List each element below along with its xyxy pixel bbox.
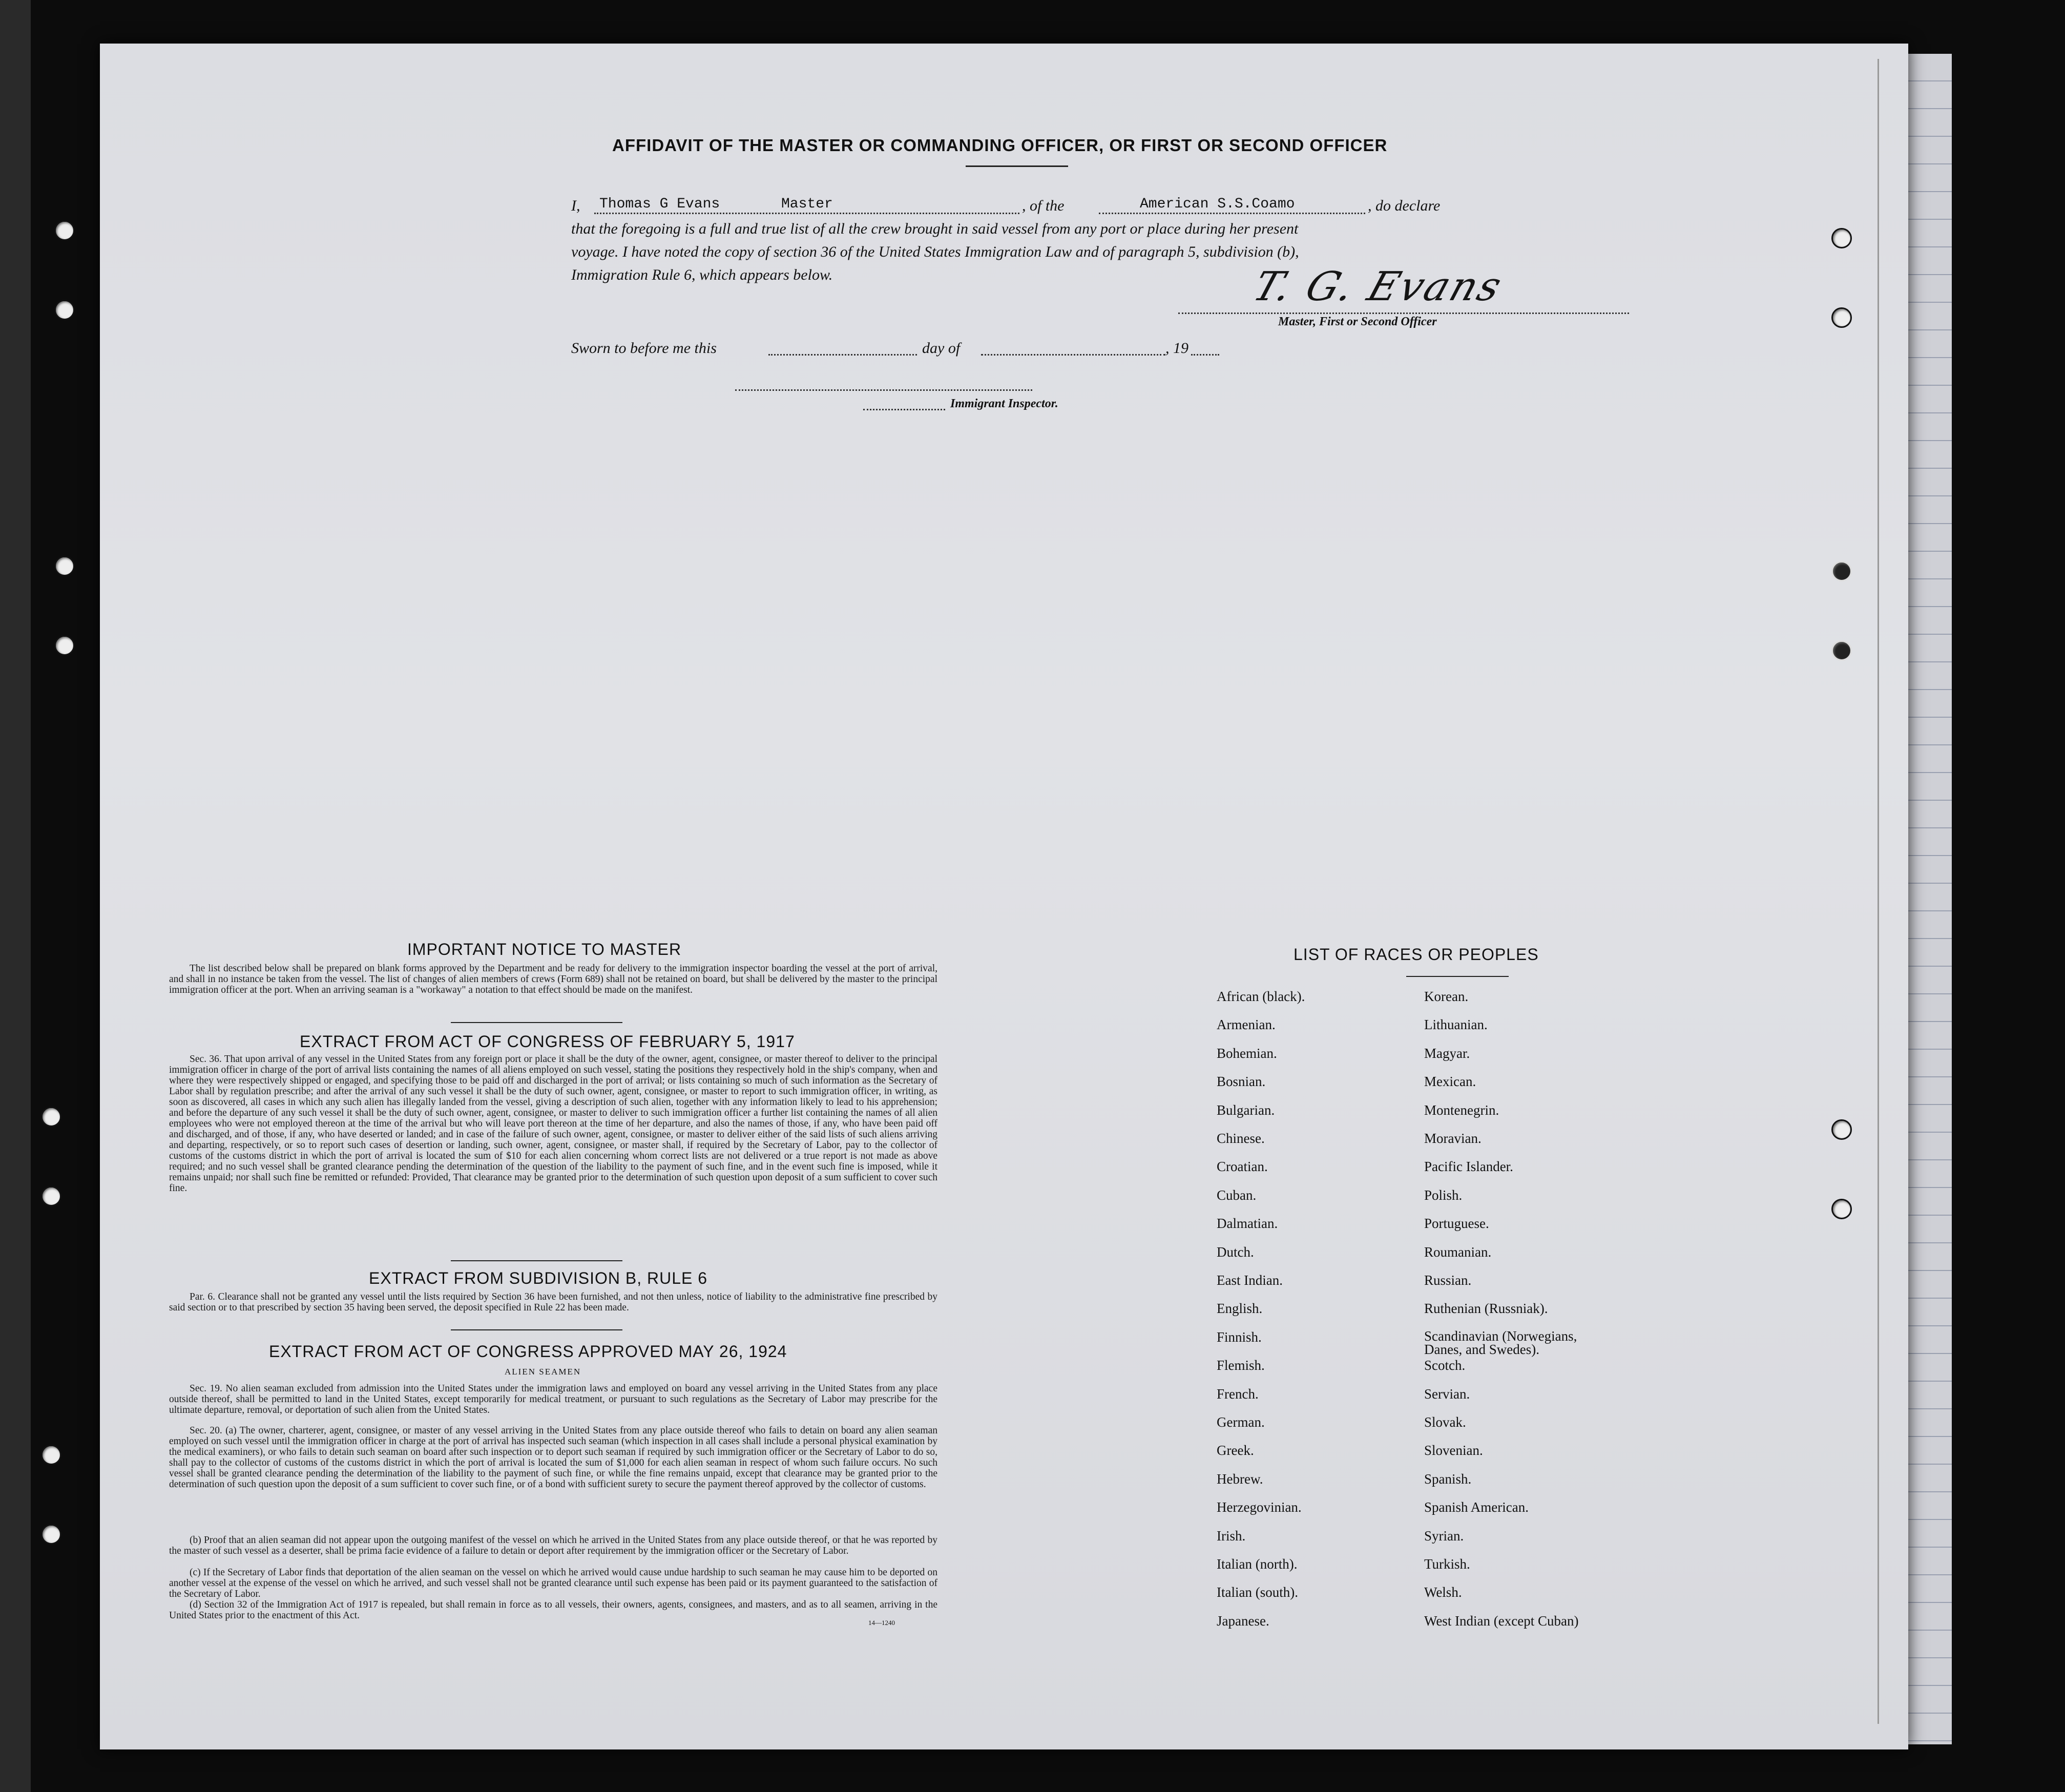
signature-line <box>1178 312 1629 314</box>
master-rank: Master <box>781 196 833 212</box>
inspector-line-1 <box>735 389 1032 391</box>
race-item: Servian. <box>1424 1386 1470 1402</box>
affidavit-title: AFFIDAVIT OF THE MASTER OR COMMANDING OFFICER, OR FIRST OR SECOND OFFICER <box>612 136 1388 155</box>
binder-hole <box>41 1186 61 1206</box>
race-item: African (black). <box>1217 989 1305 1004</box>
race-item: Dalmatian. <box>1217 1216 1278 1232</box>
vessel-line <box>1099 213 1365 214</box>
binder-hole <box>1831 307 1852 328</box>
binder-hole <box>1831 228 1852 248</box>
race-item: Italian (north). <box>1217 1556 1298 1572</box>
binder-hole <box>54 220 75 241</box>
extract-1917-text: Sec. 36. That upon arrival of any vessel in the United States from any foreign port or place it shall be the duty of the owner, agent, consignee, or master thereof to deliver to the principal immigration officer in charge of the port of arrival lists containing the names of all aliens employed on such vessel, stating the positions they respectively hold in the ship's company, when and where they were respectively shipped or engaged, and specifying those to be paid off and discharged in the port of arrival; or lists containing so much of such information as the Secretary of Labor shall by regulation prescribe; and after the arrival of any such vessel it shall be the duty of such owner, agent, consignee, or master to report to such immigration officer, in writing, as soon as discovered, all cases in which any such alien has illegally landed from the vessel, giving a description of such alien, together with any information likely to lead to his apprehension; and before the departure of any such vessel it shall be the duty of such owner, agent, consignee, or master to deliver to such immigration officer a further list containing the names of all alien employees who were not employed thereon at the time of the arrival but who will leave port thereon at the time of her departure, and also the names of those, if any, who have been paid off and discharged, and of those, if any, who have deserted or landed; and in case of the failure of such owner, agent, consignee, or master to deliver either of the said lists of such aliens arriving and departing, respectively, or so to report such cases of desertion or landing, such owner, agent, consignee, or master shall, if required by the Secretary of Labor, pay to the collector of customs of the customs district in which the port of arrival is located the sum of $10 for each alien concerning whom correct lists are not delivered or a true report is not made as above required; and no such vessel shall be granted clearance pending the determination of the question of the liability to the payment of such fine, and in the event such fine is imposed, while it remains unpaid; nor shall such fine be remitted or refunded: Provided, That clearance may be granted prior to the determination of such question upon deposit of a sum sufficient to cover such fine. <box>169 1054 937 1194</box>
race-item: Lithuanian. <box>1424 1017 1488 1033</box>
title-underline <box>966 165 1068 167</box>
document-page <box>100 44 1908 1749</box>
binder-hole <box>54 300 75 320</box>
race-item: Greek. <box>1217 1443 1254 1458</box>
race-item: Hebrew. <box>1217 1471 1263 1487</box>
sec20d-text: (d) Section 32 of the Immigration Act of 1917 is repealed, but shall remain in force as to all vessels, their owners, agents, consignees, and masters, and as to all seamen, arriving in the United States prior to the enactment of this Act. <box>169 1599 937 1621</box>
race-item: West Indian (except Cuban) <box>1424 1613 1579 1629</box>
day-of-label: day of <box>922 340 961 357</box>
race-item: Bosnian. <box>1217 1074 1266 1090</box>
sec20c-text: (c) If the Secretary of Labor finds that deportation of the alien seaman on the vessel on which he arrived would cause undue hardship to such seaman he may cause him to be deported on another vessel at the expense of the vessel on which he arrived, and such vessel shall not be granted clearance until such expense has been paid or its payment guaranteed to the satisfaction of the Secretary of Labor. <box>169 1567 937 1599</box>
race-item: East Indian. <box>1217 1273 1283 1288</box>
notice-text: The list described below shall be prepared on blank forms approved by the Department and be ready for delivery to the immigration inspector boarding the vessel at the port of arrival, and shall in no instance be taken from the vessel. The list of changes of alien members of crews (Form 689) shall not be retained on board, but shall be delivered by the master to the principal immigration officer at the port. When an arriving seaman is a "workaway" a notation to that effect should be made on the manifest. <box>169 963 937 995</box>
extract-rule6-text: Par. 6. Clearance shall not be granted any vessel until the lists required by Section 36 have been furnished, and not then unless, notice of liability to the administrative fine prescribed by said section or to that prescribed by section 35 having been served, the deposit specified in Rule 22 has been made. <box>169 1291 937 1313</box>
race-item: Pacific Islander. <box>1424 1159 1513 1175</box>
race-item: Turkish. <box>1424 1556 1470 1572</box>
binder-hole <box>1831 1199 1852 1219</box>
form-number: 14—1240 <box>868 1619 895 1627</box>
race-item: Spanish. <box>1424 1471 1472 1487</box>
binder-hole <box>54 635 75 656</box>
of-the-label: , of the <box>1022 197 1065 214</box>
affidavit-line-3: voyage. I have noted the copy of section 36 of the United States Immigration Law and of paragraph 5, subdivision (b), <box>571 243 1299 260</box>
race-item: Flemish. <box>1217 1358 1265 1373</box>
binder-hole <box>41 1445 61 1465</box>
race-item: Welsh. <box>1424 1585 1462 1600</box>
race-item: Japanese. <box>1217 1613 1269 1629</box>
race-item: Spanish American. <box>1424 1499 1529 1515</box>
extract-1917-title: EXTRACT FROM ACT OF CONGRESS OF FEBRUARY 5, 1917 <box>300 1032 795 1051</box>
binder-hole <box>1831 1119 1852 1140</box>
race-item: Armenian. <box>1217 1017 1276 1033</box>
sworn-year-line <box>1191 354 1219 356</box>
binder-hole <box>1831 561 1852 581</box>
races-underline <box>1406 976 1509 977</box>
race-item: Ruthenian (Russniak). <box>1424 1301 1548 1317</box>
divider <box>451 1329 622 1330</box>
affidavit-line-2: that the foregoing is a full and true list of all the crew brought in said vessel from any port or place during her present <box>571 220 1299 237</box>
i-label: I, <box>571 197 580 214</box>
affidavit-line-4: Immigration Rule 6, which appears below. <box>571 266 833 283</box>
left-scan-edge <box>0 0 31 1792</box>
race-item: Slovenian. <box>1424 1443 1483 1458</box>
race-item: Scotch. <box>1424 1358 1466 1373</box>
year-label: , 19 <box>1165 340 1188 357</box>
race-item: Dutch. <box>1217 1244 1254 1260</box>
alien-seamen-subtitle: ALIEN SEAMEN <box>505 1367 581 1377</box>
extract-rule6-title: EXTRACT FROM SUBDIVISION B, RULE 6 <box>369 1269 708 1287</box>
sworn-label: Sworn to before me this <box>571 340 717 357</box>
binder-hole <box>1831 640 1852 661</box>
sec20a-text: Sec. 20. (a) The owner, charterer, agent, consignee, or master of any vessel arriving in the United States from any place outside thereof who fails to detain on board any alien seaman employed on such vessel until the immigration officer in charge at the port of arrival has inspected such seaman (which inspection in all cases shall include a personal physical examination by the medical examiners), or who fails to detain such seaman on board after such inspection or to deport such seaman if required by such immigration officer or the Secretary of Labor to do so, shall pay to the collector of customs of the customs district in which the port of arrival is located the sum of $1,000 for each alien seaman in respect of whom such failure occurs. No such vessel shall be granted clearance pending the determination of the liability to the payment of such fine, or while the fine remains unpaid, except that clearance may be granted prior to the determination of such question upon the deposit of a sum sufficient to cover such fine, or of a bond with sufficient surety to secure the payment thereof approved by the collector of customs. <box>169 1425 937 1490</box>
races-title: LIST OF RACES OR PEOPLES <box>1294 945 1539 964</box>
race-item: Magyar. <box>1424 1045 1470 1061</box>
race-item: Bohemian. <box>1217 1045 1277 1061</box>
page-right-rule <box>1878 59 1879 1724</box>
race-item: Bulgarian. <box>1217 1102 1275 1118</box>
inspector-line-2 <box>863 409 945 410</box>
race-item: Chinese. <box>1217 1131 1265 1146</box>
inspector-label: Immigrant Inspector. <box>950 397 1058 410</box>
race-item: English. <box>1217 1301 1263 1317</box>
race-item: Roumanian. <box>1424 1244 1492 1260</box>
race-item: Mexican. <box>1424 1074 1476 1090</box>
race-item: Irish. <box>1217 1528 1246 1544</box>
race-item: Portuguese. <box>1424 1216 1489 1232</box>
do-declare-label: , do declare <box>1368 197 1441 214</box>
race-item: German. <box>1217 1414 1265 1430</box>
master-signature: T. G. Evans <box>1247 264 1509 310</box>
race-item: Finnish. <box>1217 1329 1262 1345</box>
binder-hole <box>41 1107 61 1127</box>
race-item: Scandinavian (Norwegians, Danes, and Swedes). <box>1424 1328 1577 1357</box>
sworn-day-line <box>768 354 917 356</box>
sec20b-text: (b) Proof that an alien seaman did not appear upon the outgoing manifest of the vessel on which he arrived in the United States from any place outside thereof, or that he was reported by the master of such vessel as a deserter, shall be prima facie evidence of a failure to detain or deport after requirement by the immigration officer or the Secretary of Labor. <box>169 1535 937 1556</box>
divider <box>451 1260 622 1261</box>
notice-title: IMPORTANT NOTICE TO MASTER <box>407 940 682 958</box>
race-item: Russian. <box>1424 1273 1472 1288</box>
race-item: Korean. <box>1424 989 1469 1004</box>
sec19-text: Sec. 19. No alien seaman excluded from admission into the United States under the immigration laws and employed on board any vessel arriving in the United States from any place outside thereof, shall be permitted to land in the United States, except temporarily for medical treatment, or pursuant to such regulations as the Secretary of Labor may prescribe for the ultimate departure, removal, or deportation of such alien from the United States. <box>169 1383 937 1415</box>
name-line <box>594 213 1019 214</box>
race-item: Moravian. <box>1424 1131 1482 1146</box>
race-item: Polish. <box>1424 1187 1463 1203</box>
divider <box>451 1022 622 1023</box>
race-item: Croatian. <box>1217 1159 1268 1175</box>
race-item: Cuban. <box>1217 1187 1257 1203</box>
extract-1924-title: EXTRACT FROM ACT OF CONGRESS APPROVED MAY 26, 1924 <box>269 1342 787 1361</box>
signature-caption: Master, First or Second Officer <box>1278 315 1437 328</box>
race-item: Slovak. <box>1424 1414 1466 1430</box>
race-item: French. <box>1217 1386 1259 1402</box>
race-item: Italian (south). <box>1217 1585 1298 1600</box>
binder-hole <box>41 1524 61 1545</box>
race-item: Syrian. <box>1424 1528 1464 1544</box>
sworn-month-line <box>981 354 1165 356</box>
vessel-name: American S.S.Coamo <box>1140 196 1295 212</box>
binder-hole <box>54 556 75 576</box>
master-name: Thomas G Evans <box>599 196 720 212</box>
race-item: Herzegovinian. <box>1217 1499 1302 1515</box>
race-item: Montenegrin. <box>1424 1102 1499 1118</box>
